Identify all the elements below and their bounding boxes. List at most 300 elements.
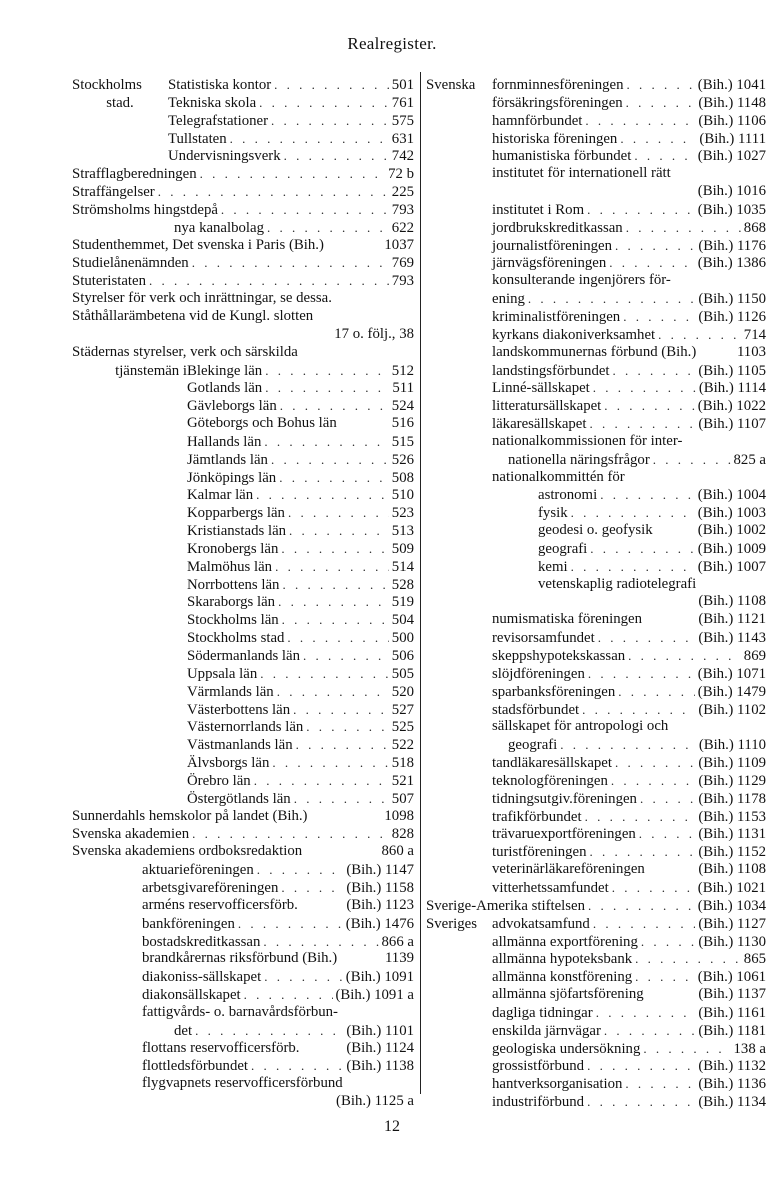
page-reference: 828 [391, 826, 414, 843]
entry-label: Undervisningsverk [168, 148, 281, 165]
index-entry [426, 540, 766, 558]
page-reference: 825 a [733, 451, 766, 468]
dot-leader [149, 272, 389, 290]
entry-label: turistföreningen [492, 844, 587, 861]
index-entry [426, 986, 766, 1004]
entry-label: flygvapnets reservofficersförbund [142, 1075, 343, 1092]
index-entry [72, 1040, 414, 1058]
page-reference: 522 [391, 737, 414, 754]
dot-leader [221, 201, 389, 219]
dot-leader [303, 647, 389, 665]
index-entry [72, 986, 414, 1004]
page-reference: (Bih.) 1132 [698, 1058, 766, 1075]
page-reference: 866 a [381, 933, 414, 950]
dot-leader [271, 112, 389, 130]
page-reference: 516 [391, 415, 414, 432]
entry-label: allmänna exportförening [492, 933, 638, 950]
index-entry [72, 469, 414, 487]
dot-leader [282, 576, 388, 594]
entry-label: Södermanlands län [187, 648, 301, 664]
index-entry [72, 1093, 414, 1111]
entry-label: kemi [538, 558, 568, 575]
index-entry [72, 933, 414, 951]
page-number: 12 [384, 1118, 400, 1135]
page-reference: (Bih.) 1109 [698, 755, 766, 772]
page-reference: (Bih.) 1138 [346, 1058, 414, 1075]
entry-label: veterinärläkareföreningen [492, 861, 645, 878]
dot-leader [635, 950, 741, 968]
dot-leader [604, 397, 694, 415]
dot-leader [265, 362, 389, 380]
dot-leader [254, 772, 389, 790]
dot-leader [271, 451, 389, 469]
dot-leader [604, 1022, 695, 1040]
index-entry [426, 469, 766, 487]
index-entry [72, 1022, 414, 1040]
entry-label: Tekniska skola [168, 94, 257, 111]
entry-label: trävaruexportföreningen [492, 826, 636, 843]
index-entry [72, 701, 414, 719]
index-entry [426, 576, 766, 594]
index-entry [426, 326, 766, 344]
entry-label: Svenska akademien [72, 826, 190, 843]
page-reference: (Bih.) 1007 [697, 558, 766, 575]
page-reference: 504 [391, 612, 414, 629]
index-entry [426, 504, 766, 522]
entry-label: Västernorrlands län [187, 719, 304, 736]
dot-leader [274, 76, 389, 94]
dot-leader [263, 933, 378, 951]
page-reference: (Bih.) 1129 [698, 772, 766, 789]
index-entry [426, 790, 766, 808]
entry-label: Skaraborgs län [187, 594, 276, 611]
page-reference: (Bih.) 1035 [697, 201, 766, 218]
index-entry [72, 379, 414, 397]
page-reference: (Bih.) 1016 [697, 183, 766, 200]
dot-leader [192, 825, 389, 843]
index-entry [72, 326, 414, 344]
index-entry [426, 112, 766, 130]
dot-leader [281, 879, 343, 897]
page-reference: 865 [743, 951, 766, 968]
page-reference: (Bih.) 1108 [698, 861, 766, 878]
index-entry [426, 843, 766, 861]
page-reference: 512 [391, 362, 414, 379]
index-entry [72, 683, 414, 701]
index-entry [72, 808, 414, 826]
entry-label: bostadskreditkassan [142, 933, 261, 950]
entry-label: advokatsamfund [492, 915, 590, 932]
entry-label: allmänna konstförening [492, 969, 633, 986]
entry-label: revisorsamfundet [492, 630, 595, 647]
entry-label: Styrelser för verk och inrättningar, se dessa. [72, 290, 332, 307]
page-reference: (Bih.) 1158 [346, 879, 414, 896]
dot-leader [635, 968, 695, 986]
dot-leader [277, 683, 389, 701]
dot-leader [585, 112, 695, 130]
dot-leader [590, 540, 694, 558]
page-reference: 868 [743, 219, 766, 236]
index-entry [426, 897, 766, 915]
page-reference: (Bih.) 1121 [698, 611, 766, 628]
index-entry [72, 451, 414, 469]
index-entry [426, 558, 766, 576]
index-entry [72, 522, 414, 540]
index-entry [72, 130, 414, 148]
index-entry [72, 825, 414, 843]
entry-label: Ståthållarämbetena vid de Kungl. slotten [72, 307, 314, 324]
index-entry [72, 397, 414, 415]
page-reference: 793 [391, 201, 414, 218]
index-entry [72, 272, 414, 290]
entry-label: geodesi o. geofysik [538, 522, 653, 539]
page-reference: (Bih.) 1111 [699, 130, 766, 147]
index-entry [426, 1075, 766, 1093]
entry-label: enskilda järnvägar [492, 1022, 601, 1039]
dot-leader [571, 504, 695, 522]
page-reference: 524 [391, 398, 414, 415]
entry-group-prefix: tjänstemän i [115, 362, 187, 379]
page-reference: (Bih.) 1147 [346, 862, 414, 879]
index-entry [426, 665, 766, 683]
dot-leader [259, 94, 389, 112]
index-entry [426, 1004, 766, 1022]
page-reference: (Bih.) 1137 [698, 986, 766, 1003]
entry-group-prefix: Svenska [426, 77, 476, 93]
page-reference: (Bih.) 1071 [697, 665, 766, 682]
entry-label: institutet i Rom [492, 201, 585, 218]
index-entry [72, 879, 414, 897]
index-entry [426, 183, 766, 201]
page-reference: (Bih.) 1152 [698, 844, 766, 861]
dot-leader [282, 611, 389, 629]
index-entry [426, 772, 766, 790]
page-reference: (Bih.) 1003 [697, 505, 766, 522]
dot-leader [260, 665, 389, 683]
dot-leader [639, 825, 696, 843]
index-entry [426, 736, 766, 754]
dot-leader [264, 433, 388, 451]
dot-leader [600, 486, 695, 504]
entry-label: diakoniss-sällskapet [142, 969, 262, 986]
entry-label: kyrkans diakoniverksamhet [492, 326, 656, 343]
entry-label: Jämtlands län [187, 451, 268, 468]
page-reference: (Bih.) 1041 [697, 77, 766, 93]
page-reference: (Bih.) 1126 [698, 308, 766, 325]
page-reference: 523 [391, 505, 414, 522]
entry-label: Gotlands län [187, 380, 263, 397]
index-entry [72, 433, 414, 451]
page-reference: 528 [391, 576, 414, 593]
page-reference: (Bih.) 1114 [698, 380, 766, 397]
dot-leader [593, 915, 696, 933]
entry-label: brandkårernas riksförbund (Bih.) [142, 950, 338, 967]
entry-label: trafikförbundet [492, 808, 582, 825]
dot-leader [611, 772, 695, 790]
index-column-left [72, 76, 414, 1111]
index-entry [426, 486, 766, 504]
page-reference: 860 a [381, 843, 414, 860]
index-entry [72, 665, 414, 683]
dot-leader [658, 326, 741, 344]
dot-leader [612, 879, 695, 897]
dot-leader [195, 1022, 343, 1040]
page-reference: 507 [391, 790, 414, 807]
dot-leader [256, 486, 389, 504]
page-reference: (Bih.) 1127 [698, 915, 766, 932]
entry-label: kriminalistföreningen [492, 308, 621, 325]
index-entry [426, 451, 766, 469]
index-entry [72, 486, 414, 504]
entry-label: stadsförbundet [492, 701, 580, 718]
index-entry [426, 308, 766, 326]
dot-leader [615, 237, 695, 255]
dot-leader [275, 558, 389, 576]
index-entry [72, 897, 414, 915]
page-reference: (Bih.) 1125 a [336, 1093, 414, 1110]
entry-label: Telegrafstationer [168, 112, 269, 129]
index-entry [72, 718, 414, 736]
dot-leader [257, 861, 344, 879]
index-entry [426, 915, 766, 933]
index-entry [72, 290, 414, 308]
index-entry [426, 130, 766, 148]
page-reference: (Bih.) 1148 [698, 94, 766, 111]
dot-leader [289, 522, 389, 540]
index-entry [426, 861, 766, 879]
page-reference: 511 [392, 380, 414, 397]
index-entry [426, 1057, 766, 1075]
page-reference: (Bih.) 1061 [697, 969, 766, 986]
page-reference: (Bih.) 1479 [697, 683, 766, 700]
page-reference: (Bih.) 1004 [697, 487, 766, 504]
entry-label: allmänna sjöfartsförening [492, 986, 644, 1003]
index-entry [426, 701, 766, 719]
entry-label: teknologföreningen [492, 772, 608, 789]
entry-label: Straffängelser [72, 184, 155, 201]
page-reference: (Bih.) 1091 [345, 969, 414, 986]
page-reference: 769 [391, 255, 414, 272]
entry-label: Studenthemmet, Det svenska i Paris (Bih.) [72, 236, 324, 253]
page-reference: 1037 [384, 236, 414, 253]
entry-group-prefix: stad. [106, 94, 134, 111]
index-entry [72, 790, 414, 808]
entry-label: Värmlands län [187, 683, 274, 700]
entry-label: tandläkaresällskapet [492, 755, 612, 772]
index-entry [72, 165, 414, 183]
index-entry [72, 183, 414, 201]
dot-leader [590, 843, 696, 861]
entry-label: Studielånenämnden [72, 255, 189, 272]
dot-leader [293, 701, 389, 719]
dot-leader [653, 451, 731, 469]
page-reference: (Bih.) 1009 [697, 540, 766, 557]
dot-leader [158, 183, 389, 201]
entry-label: konsulterande ingenjörers för- [492, 272, 671, 289]
page-reference: 501 [391, 77, 414, 93]
page-reference: 714 [743, 326, 766, 343]
index-entry [72, 915, 414, 933]
page-reference: (Bih.) 1153 [698, 808, 766, 825]
dot-leader [593, 379, 696, 397]
entry-label: järnvägsföreningen [492, 255, 607, 272]
page-reference: (Bih.) 1091 a [335, 987, 414, 1004]
index-entry [426, 219, 766, 237]
index-entry [426, 754, 766, 772]
entry-label: Kalmar län [187, 487, 254, 504]
page-reference: 1103 [736, 343, 766, 360]
page-reference: 515 [391, 433, 414, 450]
entry-label: arbetsgivareföreningen [142, 879, 279, 896]
entry-label: arméns reservofficersförb. [142, 896, 298, 913]
page-reference: (Bih.) 1102 [698, 701, 766, 718]
dot-leader [615, 754, 695, 772]
index-entry [72, 76, 414, 94]
entry-label: Statistiska kontor [168, 77, 272, 93]
index-entry [426, 825, 766, 843]
page-reference: 72 b [388, 166, 414, 183]
dot-leader [587, 1057, 695, 1075]
page-reference: (Bih.) 1022 [697, 398, 766, 415]
index-entry [426, 254, 766, 272]
entry-label: ening [492, 291, 525, 308]
dot-leader [623, 308, 695, 326]
index-entry [72, 843, 414, 861]
page-reference: 525 [391, 719, 414, 736]
index-entry [426, 165, 766, 183]
index-entry [72, 611, 414, 629]
index-entry [72, 1075, 414, 1093]
index-entry [426, 344, 766, 362]
dot-leader [294, 790, 389, 808]
entry-label: Jönköpings län [187, 469, 277, 486]
entry-label: hantverksorganisation [492, 1076, 623, 1093]
index-entry [72, 647, 414, 665]
page-reference: 622 [391, 219, 414, 236]
entry-label: Gävleborgs län [187, 398, 277, 415]
page-reference: (Bih.) 1476 [345, 915, 414, 932]
index-entry [426, 290, 766, 308]
entry-label: industriförbund [492, 1094, 585, 1111]
dot-leader [626, 219, 741, 237]
dot-leader [628, 647, 741, 665]
page-reference: 17 o. följ., 38 [334, 325, 414, 342]
dot-leader [587, 1093, 695, 1111]
entry-label: landstingsförbundet [492, 362, 610, 379]
entry-label: nationalkommittén för [492, 468, 625, 485]
dot-leader [238, 915, 343, 933]
dot-leader [528, 290, 695, 308]
dot-leader [281, 540, 388, 558]
page-reference: (Bih.) 1106 [698, 112, 766, 129]
page-reference: 500 [391, 630, 414, 647]
entry-label: landskommunernas förbund (Bih.) [492, 343, 697, 360]
index-entry [72, 1057, 414, 1075]
dot-leader [244, 986, 333, 1004]
index-entry [72, 344, 414, 362]
index-entry [426, 201, 766, 219]
index-entry [72, 861, 414, 879]
entry-label: Örebro län [187, 772, 251, 789]
page-reference: (Bih.) 1131 [698, 826, 766, 843]
entry-label: Östergötlands län [187, 790, 291, 807]
index-entry [72, 629, 414, 647]
page-reference: 505 [391, 665, 414, 682]
dot-leader [641, 933, 695, 951]
index-entry [426, 522, 766, 540]
entry-label: Älvsborgs län [187, 755, 270, 772]
page-reference: (Bih.) 1161 [698, 1004, 766, 1021]
index-entry [426, 611, 766, 629]
index-entry [72, 504, 414, 522]
dot-leader [287, 629, 388, 647]
index-entry [72, 237, 414, 255]
index-entry [426, 593, 766, 611]
index-entry [72, 201, 414, 219]
page-reference: 519 [391, 594, 414, 611]
entry-label: Blekinge län [187, 362, 263, 379]
entry-label: sällskapet för antropologi och [492, 718, 669, 735]
dot-leader [643, 1040, 730, 1058]
index-entry [426, 950, 766, 968]
page-reference: (Bih.) 1181 [698, 1022, 766, 1039]
dot-leader [251, 1057, 343, 1075]
page-reference: (Bih.) 1021 [697, 879, 766, 896]
entry-label: fysik [538, 505, 568, 522]
index-entry [72, 362, 414, 380]
page-reference: (Bih.) 1105 [698, 362, 766, 379]
dot-leader [588, 897, 695, 915]
dot-leader [588, 665, 695, 683]
index-entry [426, 1093, 766, 1111]
page-reference: 510 [391, 487, 414, 504]
entry-label: diakonsällskapet [142, 987, 241, 1004]
dot-leader [582, 701, 695, 719]
entry-label: fornminnesföreningen [492, 77, 624, 93]
entry-label: läkaresällskapet [492, 416, 587, 433]
index-entry [426, 147, 766, 165]
page-reference: (Bih.) 1034 [697, 897, 766, 914]
index-entry [72, 772, 414, 790]
index-entry [72, 968, 414, 986]
page-reference: (Bih.) 1386 [697, 255, 766, 272]
entry-label: Stockholms stad [187, 630, 285, 647]
page-reference: (Bih.) 1176 [698, 237, 766, 254]
index-entry [72, 558, 414, 576]
page-reference: (Bih.) 1124 [346, 1039, 414, 1056]
entry-label: Strafflagberedningen [72, 166, 197, 183]
entry-label: Städernas styrelser, verk och särskilda [72, 343, 298, 360]
entry-label: Västmanlands län [187, 737, 293, 754]
dot-leader [626, 94, 696, 112]
dot-leader [272, 754, 388, 772]
page-reference: 138 a [733, 1040, 766, 1057]
entry-label: litteratursällskapet [492, 398, 602, 415]
index-entry [426, 1040, 766, 1058]
entry-label: Malmöhus län [187, 558, 273, 575]
index-entry [72, 308, 414, 326]
page-reference: (Bih.) 1027 [697, 148, 766, 165]
index-entry [426, 94, 766, 112]
dot-leader [278, 593, 389, 611]
entry-label: geografi [508, 737, 558, 754]
entry-label: fattigvårds- o. barnavårdsförbun- [142, 1003, 338, 1020]
entry-label: astronomi [538, 487, 598, 504]
dot-leader [620, 130, 696, 148]
dot-leader [590, 415, 696, 433]
page-reference: (Bih.) 1123 [346, 896, 414, 913]
page-reference: 575 [391, 112, 414, 129]
